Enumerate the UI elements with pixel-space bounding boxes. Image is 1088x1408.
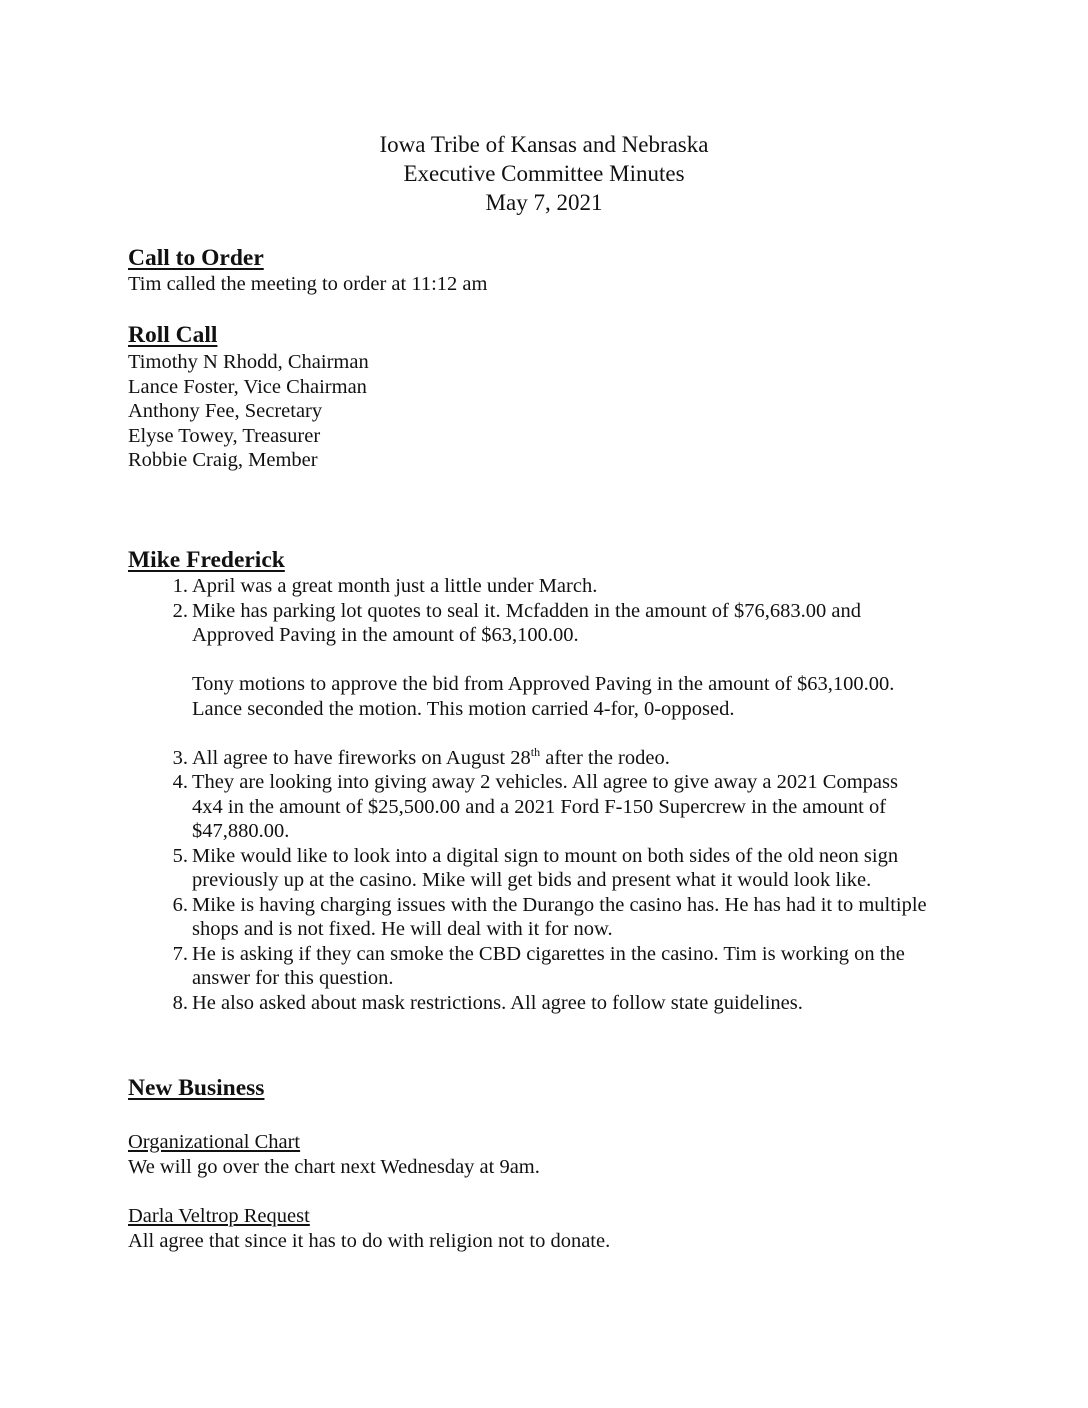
list-item-text-end: after the rodeo. [540, 746, 670, 769]
section-title-mike-frederick: Mike Frederick [128, 547, 285, 573]
org-chart-block [128, 1130, 988, 1179]
list-item [128, 942, 968, 991]
list-item-text: shops and is not fixed. He will deal with it for now. [192, 918, 613, 940]
list-item-text: He also asked about mask restrictions. All agree to follow state guidelines. [192, 991, 803, 1014]
list-item-number: 1. [172, 575, 188, 597]
motion-text: Tony motions to approve the bid from Approved Paving in the amount of $63,100.00. [192, 673, 895, 695]
document-header [0, 130, 1088, 217]
list-item-text: previously up at the casino. Mike will get bids and present what it would look like. [192, 869, 872, 891]
list-item-text: April was a great month just a little under March. [192, 575, 598, 597]
list-item [128, 844, 968, 893]
list-item-text: Mike is having charging issues with the Durango the casino has. He has had it to multiple [192, 893, 927, 916]
list-item [128, 991, 968, 1016]
section-title-roll-call: Roll Call [128, 322, 218, 348]
list-item-text: Mike would like to look into a digital sign to mount on both sides of the old neon sign [192, 844, 899, 867]
list-item-text: Mike has parking lot quotes to seal it. Mcfadden in the amount of $76,683.00 and [192, 599, 861, 622]
list-item-text: Approved Paving in the amount of $63,100.00. [192, 624, 579, 646]
darla-request-text: All agree that since it has to do with religion not to donate. [128, 1229, 611, 1252]
roll-call-list [128, 350, 988, 473]
roll-call-member: Elyse Towey, Treasurer [128, 424, 321, 447]
list-item-number: 7. [172, 942, 188, 965]
list-item-number: 2. [172, 599, 188, 622]
list-item-number: 6. [172, 893, 188, 916]
roll-call-member: Robbie Craig, Member [128, 449, 318, 471]
org-chart-text: We will go over the chart next Wednesday at 9am. [128, 1155, 540, 1178]
header-date: May 7, 2021 [485, 190, 603, 215]
list-item [128, 599, 968, 648]
header-organization: Iowa Tribe of Kansas and Nebraska [379, 132, 709, 157]
motion-text: Lance seconded the motion. This motion carried 4-for, 0-opposed. [192, 697, 735, 720]
roll-call-member: Timothy N Rhodd, Chairman [128, 351, 369, 373]
list-item-number: 8. [172, 991, 188, 1014]
list-item-number: 5. [172, 844, 188, 867]
ordinal-suffix: th [530, 744, 541, 759]
list-item-text: He is asking if they can smoke the CBD cigarettes in the casino. Tim is working on the [192, 942, 905, 965]
roll-call-member: Anthony Fee, Secretary [128, 400, 323, 422]
list-item [128, 893, 968, 942]
list-item [128, 770, 968, 844]
roll-call-member: Lance Foster, Vice Chairman [128, 375, 367, 398]
section-title-new-business: New Business [128, 1075, 265, 1101]
motion-paragraph [128, 672, 968, 721]
mike-frederick-list [128, 574, 968, 1015]
list-item-number: 4. [172, 771, 188, 793]
list-item-text-main: All agree to have fireworks on August 28 [192, 746, 531, 769]
list-item-text: 4x4 in the amount of $25,500.00 and a 2021 Ford F-150 Supercrew in the amount of [192, 795, 887, 818]
call-to-order-text: Tim called the meeting to order at 11:12 am [128, 273, 488, 295]
list-item [128, 746, 968, 771]
list-item-text: They are looking into giving away 2 vehicles. All agree to give away a 2021 Compass [192, 771, 898, 793]
section-title-call-to-order: Call to Order [128, 245, 264, 271]
list-item-text: answer for this question. [192, 967, 394, 989]
subheading-organizational-chart: Organizational Chart [128, 1131, 301, 1153]
list-item-text [192, 746, 968, 771]
list-item [128, 574, 968, 599]
header-document-type: Executive Committee Minutes [403, 161, 685, 186]
list-item-text: $47,880.00. [192, 820, 290, 842]
list-item-number: 3. [172, 746, 188, 769]
subheading-darla-veltrop-request: Darla Veltrop Request [128, 1205, 310, 1227]
darla-request-block [128, 1204, 988, 1253]
